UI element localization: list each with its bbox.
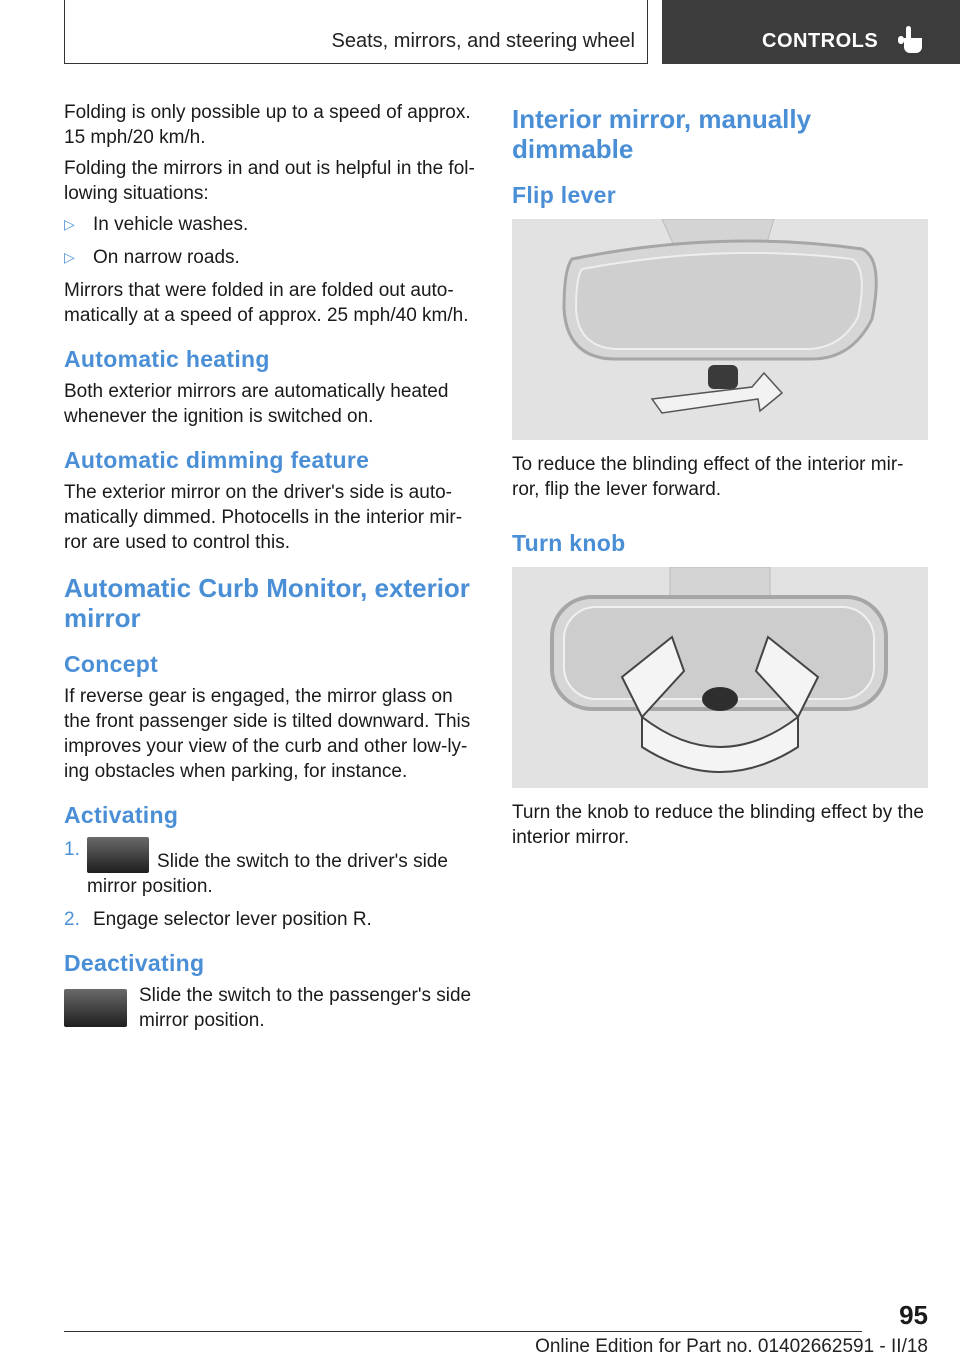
heading-automatic-dimming: Automatic dimming feature: [64, 447, 370, 473]
heading-flip-lever: Flip lever: [512, 182, 616, 208]
header-section-title: Seats, mirrors, and steering wheel: [331, 30, 635, 52]
heading-activating: Activating: [64, 802, 179, 828]
list-item: [64, 212, 478, 237]
deactivating-row: [64, 983, 478, 1033]
header-section-box: [64, 0, 648, 64]
page-header: [0, 0, 960, 66]
mirror-switch-icon: [64, 989, 127, 1027]
page-number: 95: [899, 1300, 928, 1330]
footer-divider: [64, 1331, 862, 1332]
mirror-switch-icon: [87, 837, 149, 873]
list-item: [64, 245, 478, 270]
footer-edition: Online Edition for Part no. 01402662591 - II/18: [535, 1336, 928, 1357]
heading-turn-knob: Turn knob: [512, 530, 626, 556]
flip-lever-illustration: [512, 219, 928, 440]
heading-interior-mirror: Interior mirror, manually dimmable: [512, 104, 812, 164]
heading-deactivating: Deactivating: [64, 950, 205, 976]
list-item-text: On narrow roads.: [93, 247, 240, 268]
paragraph: Both exterior mirrors are automatically heated whenever the ignition is switched on.: [64, 381, 449, 427]
deactivating-text: Slide the switch to the passenger's side mirror position.: [139, 985, 472, 1031]
bullet-marker: ▷: [64, 249, 75, 265]
bullet-marker: ▷: [64, 216, 75, 232]
header-chapter-box: [662, 0, 960, 64]
paragraph: Folding is only possible up to a speed of approx. 15 mph/20 km/h.: [64, 102, 471, 148]
step-text: Engage selector lever position R.: [93, 909, 372, 930]
list-item-text: In vehicle washes.: [93, 214, 249, 235]
heading-automatic-heating: Automatic heating: [64, 346, 270, 372]
right-column: [512, 100, 928, 856]
step-item: [64, 907, 478, 932]
paragraph: To reduce the blinding effect of the interior mir‐ror, flip the lever forward.: [512, 454, 904, 500]
paragraph: The exterior mirror on the driver's side is auto‐matically dimmed. Photocells in the interior mir‐ror are used to control this.: [64, 482, 463, 553]
step-text: Slide the switch to the driver's side mirror position.: [87, 851, 448, 897]
paragraph: If reverse gear is engaged, the mirror glass on the front passenger side is tilted downward. This improves your view of the curb and other low-ly‐ing obstacles when parking, for instance.: [64, 686, 471, 782]
pointing-hand-icon: [898, 24, 926, 54]
turn-knob-illustration: [512, 567, 928, 788]
left-column: [64, 100, 478, 1033]
step-number: 1.: [64, 839, 80, 860]
paragraph: Mirrors that were folded in are folded out auto‐matically at a speed of approx. 25 mph/40 km/h.: [64, 280, 469, 326]
paragraph: Turn the knob to reduce the blinding effect by the interior mirror.: [512, 802, 924, 848]
header-chapter-title: CONTROLS: [762, 30, 879, 52]
step-item: [64, 837, 478, 899]
paragraph: Folding the mirrors in and out is helpful in the fol‐lowing situations:: [64, 158, 475, 204]
step-number: 2.: [64, 909, 80, 930]
heading-curb-monitor: Automatic Curb Monitor, exterior mirror: [64, 573, 470, 633]
heading-concept: Concept: [64, 651, 159, 677]
